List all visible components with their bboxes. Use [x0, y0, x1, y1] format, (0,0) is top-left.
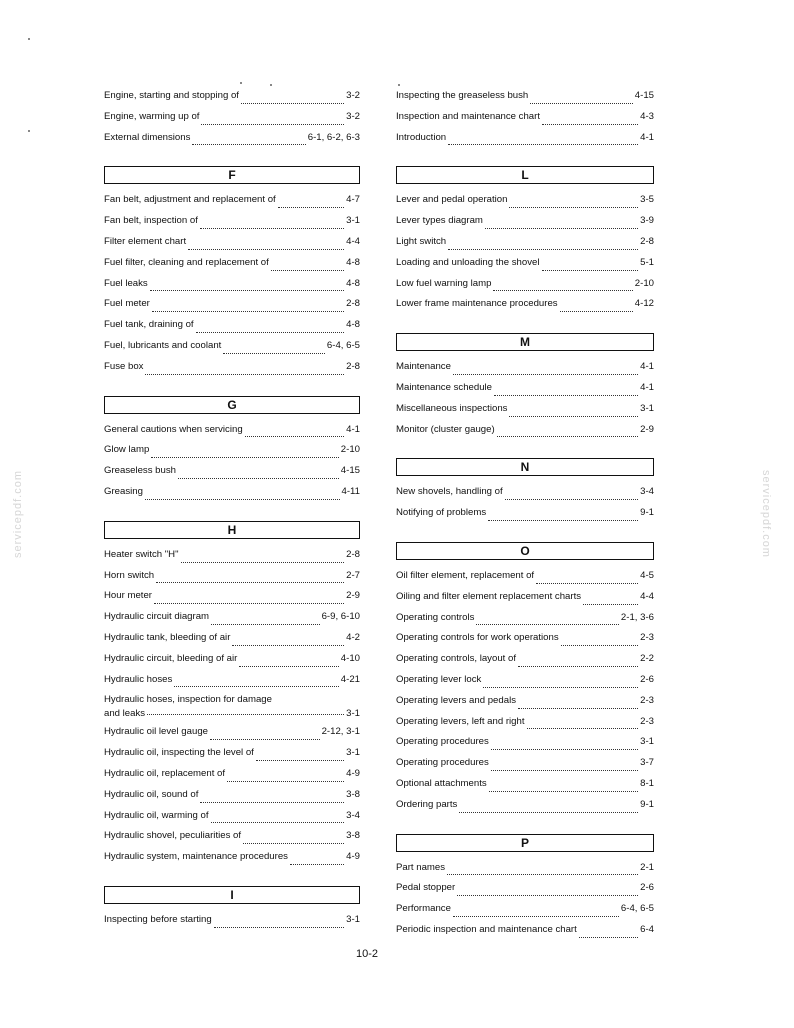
leader-dots [447, 874, 638, 875]
index-entry [396, 194, 654, 215]
leader-dots [188, 249, 344, 250]
index-term: New shovels, handling of [396, 486, 503, 498]
index-entry [396, 236, 654, 257]
index-entry [104, 632, 360, 653]
index-column-right [396, 90, 654, 945]
index-term: Hydraulic oil, replacement of [104, 767, 226, 779]
index-page-ref: 4-4 [640, 590, 654, 602]
index-page-ref: 3-4 [640, 486, 654, 498]
index-term: Inspecting the greaseless bush [396, 90, 529, 101]
index-page-ref: 4-21 [340, 673, 360, 685]
index-page-ref: 4-1 [346, 423, 360, 435]
leader-dots [181, 562, 345, 563]
section-letter-header: F [104, 166, 360, 184]
index-entry [104, 132, 360, 153]
index-page-ref: 3-8 [346, 788, 360, 800]
index-entry [396, 486, 654, 507]
index-page-ref: 4-15 [340, 465, 360, 477]
index-page-ref: 3-2 [346, 110, 360, 122]
index-entry [104, 194, 360, 215]
section-letter-header: M [396, 333, 654, 351]
leader-dots [210, 739, 320, 740]
index-entry [104, 424, 360, 445]
index-term: Operating procedures [396, 757, 489, 769]
index-page-ref: 6-4 [640, 923, 654, 935]
leader-dots [174, 686, 339, 687]
index-entry [104, 486, 360, 507]
index-term: Hydraulic circuit diagram [104, 611, 210, 623]
index-entry [104, 747, 360, 768]
watermark-left: servicepdf.com [12, 470, 24, 558]
leader-dots [579, 937, 638, 938]
index-term: Heater switch "H" [104, 548, 179, 560]
leader-dots [491, 770, 638, 771]
index-entry [104, 674, 360, 695]
index-page-ref: 2-6 [640, 882, 654, 894]
leader-dots [485, 228, 638, 229]
index-page-ref: 4-11 [341, 485, 360, 497]
leader-dots [178, 478, 339, 479]
index-entry [104, 90, 360, 111]
index-entry [104, 694, 360, 726]
index-term: Fuse box [104, 360, 144, 372]
leader-dots [192, 144, 305, 145]
leader-dots [201, 124, 344, 125]
leader-dots [560, 311, 633, 312]
index-term: Miscellaneous inspections [396, 402, 508, 414]
index-term: Periodic inspection and maintenance chart [396, 923, 577, 935]
index-entry [104, 319, 360, 340]
index-page-ref: 2-10 [634, 277, 654, 289]
index-page-ref: 2-8 [346, 360, 360, 372]
section-letter-header: G [104, 396, 360, 414]
index-entry [396, 632, 654, 653]
index-page-ref: 2-7 [346, 569, 360, 581]
index-entry [104, 768, 360, 789]
index-page-ref: 3-1 [640, 736, 654, 748]
leader-dots [211, 624, 320, 625]
index-entry [104, 215, 360, 236]
leader-dots [448, 249, 638, 250]
index-term: Hydraulic oil, inspecting the level of [104, 747, 254, 759]
leader-dots [145, 374, 344, 375]
index-entry [104, 810, 360, 831]
section-letter-header: P [396, 834, 654, 852]
index-entry [104, 590, 360, 611]
leader-dots [245, 436, 344, 437]
leader-dots [150, 290, 344, 291]
index-term: Lever types diagram [396, 215, 483, 227]
index-page-ref: 3-1 [346, 708, 360, 720]
leader-dots [214, 927, 344, 928]
index-page-ref: 4-8 [346, 256, 360, 268]
index-term: Operating levers, left and right [396, 715, 525, 727]
index-term: Hydraulic oil level gauge [104, 726, 208, 738]
leader-dots [491, 749, 638, 750]
leader-dots [243, 843, 344, 844]
index-term: Hydraulic shovel, peculiarities of [104, 830, 242, 842]
index-term: Greasing [104, 485, 143, 497]
index-term: External dimensions [104, 131, 191, 143]
leader-dots [200, 802, 344, 803]
index-page-ref: 3-8 [346, 830, 360, 842]
index-term: Fan belt, inspection of [104, 215, 198, 227]
index-entry [104, 914, 360, 935]
index-term: Fan belt, adjustment and replacement of [104, 194, 276, 206]
leader-dots [145, 499, 340, 500]
index-term: Operating controls [396, 611, 475, 623]
index-term: Fuel leaks [104, 277, 148, 289]
index-page-ref: 2-9 [346, 590, 360, 602]
leader-dots [494, 395, 638, 396]
index-entry [396, 132, 654, 153]
index-entry [396, 862, 654, 883]
index-term: Maintenance [396, 361, 451, 373]
index-term: Hydraulic hoses, inspection for damage [104, 694, 272, 706]
leader-dots [530, 103, 633, 104]
index-page-ref: 4-12 [634, 298, 654, 310]
index-entry [396, 382, 654, 403]
index-entry [104, 257, 360, 278]
index-entry [396, 695, 654, 716]
leader-dots [223, 353, 325, 354]
index-page-ref: 2-8 [346, 298, 360, 310]
index-term: Hydraulic hoses [104, 673, 173, 685]
index-entry [396, 111, 654, 132]
index-entry [396, 903, 654, 924]
index-entry [396, 757, 654, 778]
section-letter-header: I [104, 886, 360, 904]
index-page-ref: 3-1 [346, 215, 360, 227]
index-page-ref: 9-1 [640, 798, 654, 810]
index-page-ref: 4-10 [340, 652, 360, 664]
leader-dots [239, 666, 338, 667]
scan-speck [240, 82, 242, 84]
leader-dots [527, 728, 639, 729]
index-page-ref: 2-8 [346, 548, 360, 560]
index-page-ref: 2-2 [640, 653, 654, 665]
index-page-ref: 3-1 [640, 402, 654, 414]
index-page-ref: 4-9 [346, 767, 360, 779]
index-page-ref: 2-10 [340, 444, 360, 456]
index-page-ref: 6-1, 6-2, 6-3 [307, 131, 360, 143]
index-page-ref: 6-4, 6-5 [326, 339, 360, 351]
index-term: Monitor (cluster gauge) [396, 423, 495, 435]
index-term: Lever and pedal operation [396, 194, 508, 206]
index-term: Introduction [396, 131, 447, 143]
leader-dots [227, 781, 344, 782]
leader-dots [453, 916, 619, 917]
leader-dots [583, 604, 638, 605]
leader-dots [200, 228, 344, 229]
index-page-ref: 6-4, 6-5 [620, 903, 654, 915]
index-entry [396, 90, 654, 111]
leader-dots [453, 374, 638, 375]
leader-dots [147, 714, 344, 715]
leader-dots [509, 416, 638, 417]
index-entry [396, 215, 654, 236]
index-entry [396, 257, 654, 278]
index-term: Optional attachments [396, 777, 487, 789]
index-entry [396, 716, 654, 737]
index-term: Fuel filter, cleaning and replacement of [104, 256, 269, 268]
index-entry [396, 882, 654, 903]
index-term: Hour meter [104, 590, 152, 602]
index-term: Engine, starting and stopping of [104, 90, 239, 101]
index-page-ref: 4-1 [640, 381, 654, 393]
leader-dots [489, 791, 638, 792]
leader-dots [232, 645, 344, 646]
index-term: Lower frame maintenance procedures [396, 298, 558, 310]
index-term: Oil filter element, replacement of [396, 569, 535, 581]
index-page-ref: 4-5 [640, 569, 654, 581]
index-page-ref: 2-3 [640, 632, 654, 644]
leader-dots [151, 457, 338, 458]
index-page-ref: 2-12, 3-1 [321, 726, 360, 738]
section-letter-header: N [396, 458, 654, 476]
leader-dots [152, 311, 344, 312]
leader-dots [457, 895, 638, 896]
leader-dots [518, 708, 638, 709]
index-term: Fuel meter [104, 298, 150, 310]
leader-dots [196, 332, 345, 333]
leader-dots [241, 103, 344, 104]
index-term: General cautions when servicing [104, 423, 243, 435]
leader-dots [476, 624, 619, 625]
leader-dots [493, 290, 632, 291]
index-entry [396, 736, 654, 757]
leader-dots [278, 207, 344, 208]
index-entry [396, 298, 654, 319]
index-page-ref: 4-1 [640, 131, 654, 143]
index-term: Notifying of problems [396, 507, 487, 519]
index-page-ref: 9-1 [640, 507, 654, 519]
leader-dots [497, 436, 638, 437]
index-term: Hydraulic oil, warming of [104, 809, 209, 821]
index-page-ref: 4-2 [346, 631, 360, 643]
index-page-ref: 2-9 [640, 423, 654, 435]
index-entry [396, 674, 654, 695]
index-entry [396, 612, 654, 633]
index-term-continued: and leaks [104, 708, 146, 720]
index-entry [104, 726, 360, 747]
index-term: Maintenance schedule [396, 381, 493, 393]
index-term: Glow lamp [104, 444, 150, 456]
index-term: Oiling and filter element replacement charts [396, 590, 582, 602]
leader-dots [542, 270, 639, 271]
index-term: Hydraulic system, maintenance procedures [104, 851, 288, 863]
index-term: Hydraulic oil, sound of [104, 788, 199, 800]
index-entry [396, 361, 654, 382]
index-entry [396, 278, 654, 299]
index-term: Operating lever lock [396, 673, 482, 685]
index-page-ref: 2-1, 3-6 [620, 611, 654, 623]
index-term: Operating controls for work operations [396, 632, 559, 644]
index-term: Hydraulic circuit, bleeding of air [104, 652, 238, 664]
index-term: Operating levers and pedals [396, 694, 516, 706]
index-page-ref: 4-7 [346, 194, 360, 206]
section-letter-header: L [396, 166, 654, 184]
index-page-ref: 6-9, 6-10 [321, 611, 360, 623]
index-entry [104, 570, 360, 591]
index-term: Filter element chart [104, 235, 187, 247]
index-page-ref: 2-8 [640, 235, 654, 247]
index-term: Greaseless bush [104, 465, 176, 477]
index-page-ref: 4-15 [634, 90, 654, 101]
scan-speck [28, 130, 30, 132]
leader-dots [448, 144, 638, 145]
leader-dots [536, 583, 638, 584]
index-page-ref: 3-2 [346, 90, 360, 101]
index-term: Part names [396, 861, 446, 873]
page-number: 10-2 [356, 948, 379, 960]
index-entry [104, 111, 360, 132]
index-term: Fuel tank, draining of [104, 319, 194, 331]
index-entry [104, 465, 360, 486]
index-entry [396, 424, 654, 445]
leader-dots [211, 822, 345, 823]
leader-dots [156, 582, 344, 583]
index-page-ref: 3-4 [346, 809, 360, 821]
index-term: Operating procedures [396, 736, 489, 748]
index-page-ref: 2-6 [640, 673, 654, 685]
index-page-ref: 4-4 [346, 235, 360, 247]
index-entry [396, 653, 654, 674]
leader-dots [542, 124, 638, 125]
index-page-ref: 5-1 [640, 256, 654, 268]
index-term: Pedal stopper [396, 882, 456, 894]
leader-dots [271, 270, 344, 271]
leader-dots [505, 499, 638, 500]
index-term: Inspecting before starting [104, 913, 212, 925]
index-entry [396, 403, 654, 424]
index-entry [396, 778, 654, 799]
leader-dots [561, 645, 638, 646]
leader-dots [483, 687, 638, 688]
scan-speck [28, 38, 30, 40]
index-page-ref: 3-9 [640, 215, 654, 227]
index-page-ref: 2-3 [640, 694, 654, 706]
index-entry [396, 591, 654, 612]
index-page-ref: 3-1 [346, 747, 360, 759]
index-entry [104, 653, 360, 674]
index-page-ref: 3-1 [346, 913, 360, 925]
index-entry [396, 570, 654, 591]
index-term: Ordering parts [396, 798, 458, 810]
index-page-ref: 4-9 [346, 851, 360, 863]
leader-dots [518, 666, 638, 667]
index-page-ref: 3-5 [640, 194, 654, 206]
index-term: Inspection and maintenance chart [396, 110, 540, 122]
watermark-right: servicepdf.com [760, 470, 772, 558]
leader-dots [459, 812, 638, 813]
index-page-ref: 8-1 [640, 777, 654, 789]
index-term: Performance [396, 903, 451, 915]
index-column-left [104, 90, 360, 935]
index-term: Horn switch [104, 569, 155, 581]
scan-speck [270, 84, 272, 86]
scan-speck [398, 84, 400, 86]
leader-dots [256, 760, 344, 761]
index-page-ref: 4-8 [346, 319, 360, 331]
section-letter-header: H [104, 521, 360, 539]
index-term: Loading and unloading the shovel [396, 256, 540, 268]
index-term: Low fuel warning lamp [396, 277, 492, 289]
index-term: Operating controls, layout of [396, 653, 516, 665]
index-page-ref: 4-8 [346, 277, 360, 289]
index-entry [104, 830, 360, 851]
index-term: Engine, warming up of [104, 110, 200, 122]
index-term: Light switch [396, 235, 447, 247]
leader-dots [488, 520, 638, 521]
index-entry [104, 340, 360, 361]
index-entry [396, 924, 654, 945]
index-term: Hydraulic tank, bleeding of air [104, 631, 231, 643]
leader-dots [509, 207, 638, 208]
index-page-ref: 3-7 [640, 757, 654, 769]
index-entry [104, 611, 360, 632]
index-entry [104, 789, 360, 810]
index-entry [104, 851, 360, 872]
index-page-ref: 2-1 [640, 861, 654, 873]
leader-dots [290, 864, 344, 865]
index-entry [104, 361, 360, 382]
index-entry [104, 278, 360, 299]
index-entry [396, 507, 654, 528]
section-letter-header: O [396, 542, 654, 560]
index-entry [104, 549, 360, 570]
index-page-ref: 2-3 [640, 715, 654, 727]
index-entry [396, 799, 654, 820]
index-entry [104, 298, 360, 319]
leader-dots [154, 603, 344, 604]
index-page-ref: 4-3 [640, 110, 654, 122]
index-entry [104, 444, 360, 465]
index-term: Fuel, lubricants and coolant [104, 339, 222, 351]
index-page-ref: 4-1 [640, 361, 654, 373]
index-entry [104, 236, 360, 257]
